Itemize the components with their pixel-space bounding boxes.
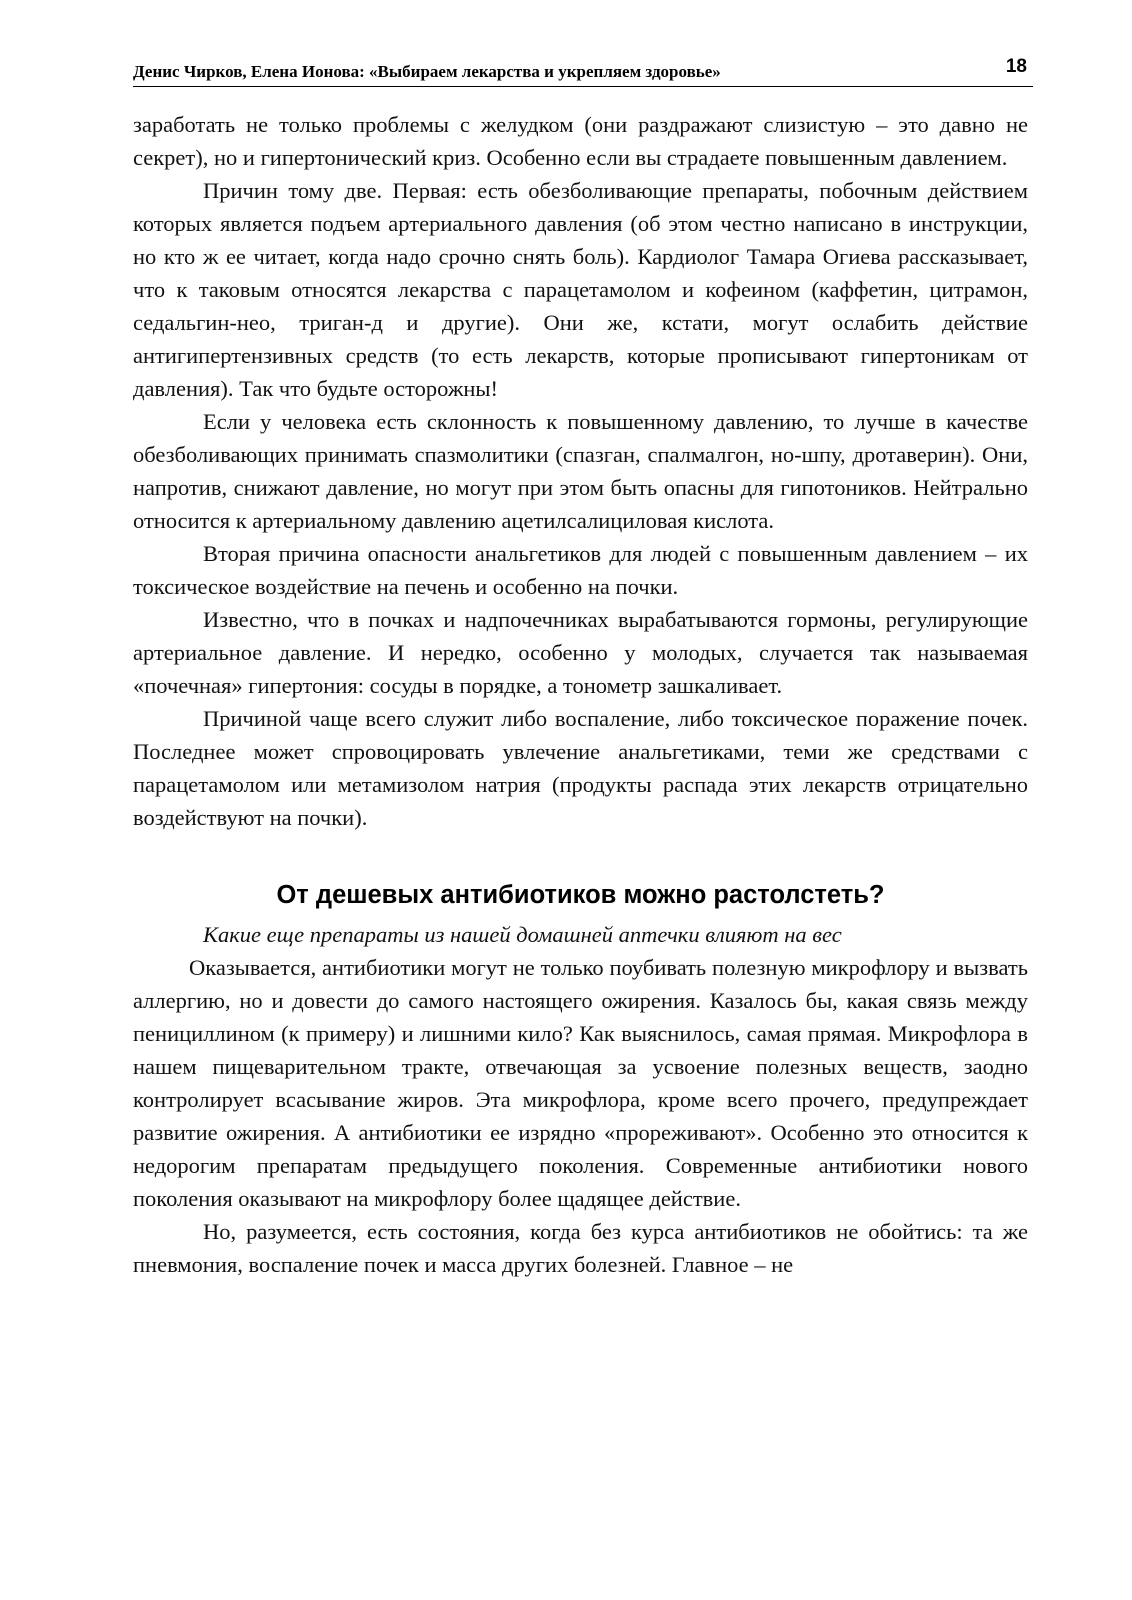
running-header-title: Денис Чирков, Елена Ионова: «Выбираем лекарства и укрепляем здоровье» <box>133 62 721 81</box>
body-paragraph: Вторая причина опасности анальгетиков для людей с повышенным давлением – их токсическое воздействие на печень и особенно на почки. <box>133 541 1028 599</box>
page-body <box>133 108 1028 1281</box>
body-paragraph: Известно, что в почках и надпочечниках вырабатываются гормоны, регулирующие артериальное давление. И нередко, особенно у молодых, случается так называемая «почечная» гипертония: сосуды в порядке, а тонометр зашкаливает. <box>133 607 1028 698</box>
section-heading: От дешевых антибиотиков можно растолстеть? <box>276 881 885 909</box>
body-paragraph: Если у человека есть склонность к повышенному давлению, то лучше в качестве обезболивающих принимать спазмолитики (спазган, спалмалгон, но-шпу, дротаверин). Они, напротив, снижают давление, но могут при этом быть опасны для гипотоников. Нейтрально относится к артериальному давлению ацетилсалициловая кислота. <box>133 409 1028 533</box>
section-lead: Какие еще препараты из нашей домашней аптечки влияют на вес <box>203 922 842 947</box>
page-header <box>133 58 1033 87</box>
body-paragraph: Но, разумеется, есть состояния, когда без курса антибиотиков не обойтись: та же пневмония, воспаление почек и масса других болезней. Главное – не <box>133 1219 1028 1277</box>
body-paragraph: Причиной чаще всего служит либо воспаление, либо токсическое поражение почек. Последнее может спровоцировать увлечение анальгетиками, теми же средствами с парацетамолом или метамизолом натрия (продукты распада этих лекарств отрицательно воздействуют на почки). <box>133 706 1028 830</box>
body-paragraph: заработать не только проблемы с желудком (они раздражают слизистую – это давно не секрет), но и гипертонический криз. Особенно если вы страдаете повышенным давлением. <box>133 112 1028 170</box>
body-paragraph: Причин тому две. Первая: есть обезболивающие препараты, побочным действием которых является подъем артериального давления (об этом честно написано в инструкции, но кто ж ее читает, когда надо срочно снять боль). Кардиолог Тамара Огиева рассказывает, что к таковым относятся лекарства с парацетамолом и кофеином (каффетин, цитрамон, седальгин-нео, триган-д и другие). Они же, кстати, могут ослабить действие антигипертензивных средств (то есть лекарств, которые прописывают гипертоникам от давления). Так что будьте осторожны! <box>133 178 1028 401</box>
body-paragraph: Оказывается, антибиотики могут не только поубивать полезную микрофлору и вызвать аллергию, но и довести до самого настоящего ожирения. Казалось бы, какая связь между пенициллином (к примеру) и лишними кило? Как выяснилось, самая прямая. Микрофлора в нашем пищеварительном тракте, отвечающая за усвоение полезных веществ, заодно контролирует всасывание жиров. Эта микрофлора, кроме всего прочего, предупреждает развитие ожирения. А антибиотики ее изрядно «прореживают». Особенно это относится к недорогим препаратам предыдущего поколения. Современные антибиотики нового поколения оказывают на микрофлору более щадящее действие. <box>133 955 1028 1211</box>
page-number: 18 <box>1005 56 1027 77</box>
